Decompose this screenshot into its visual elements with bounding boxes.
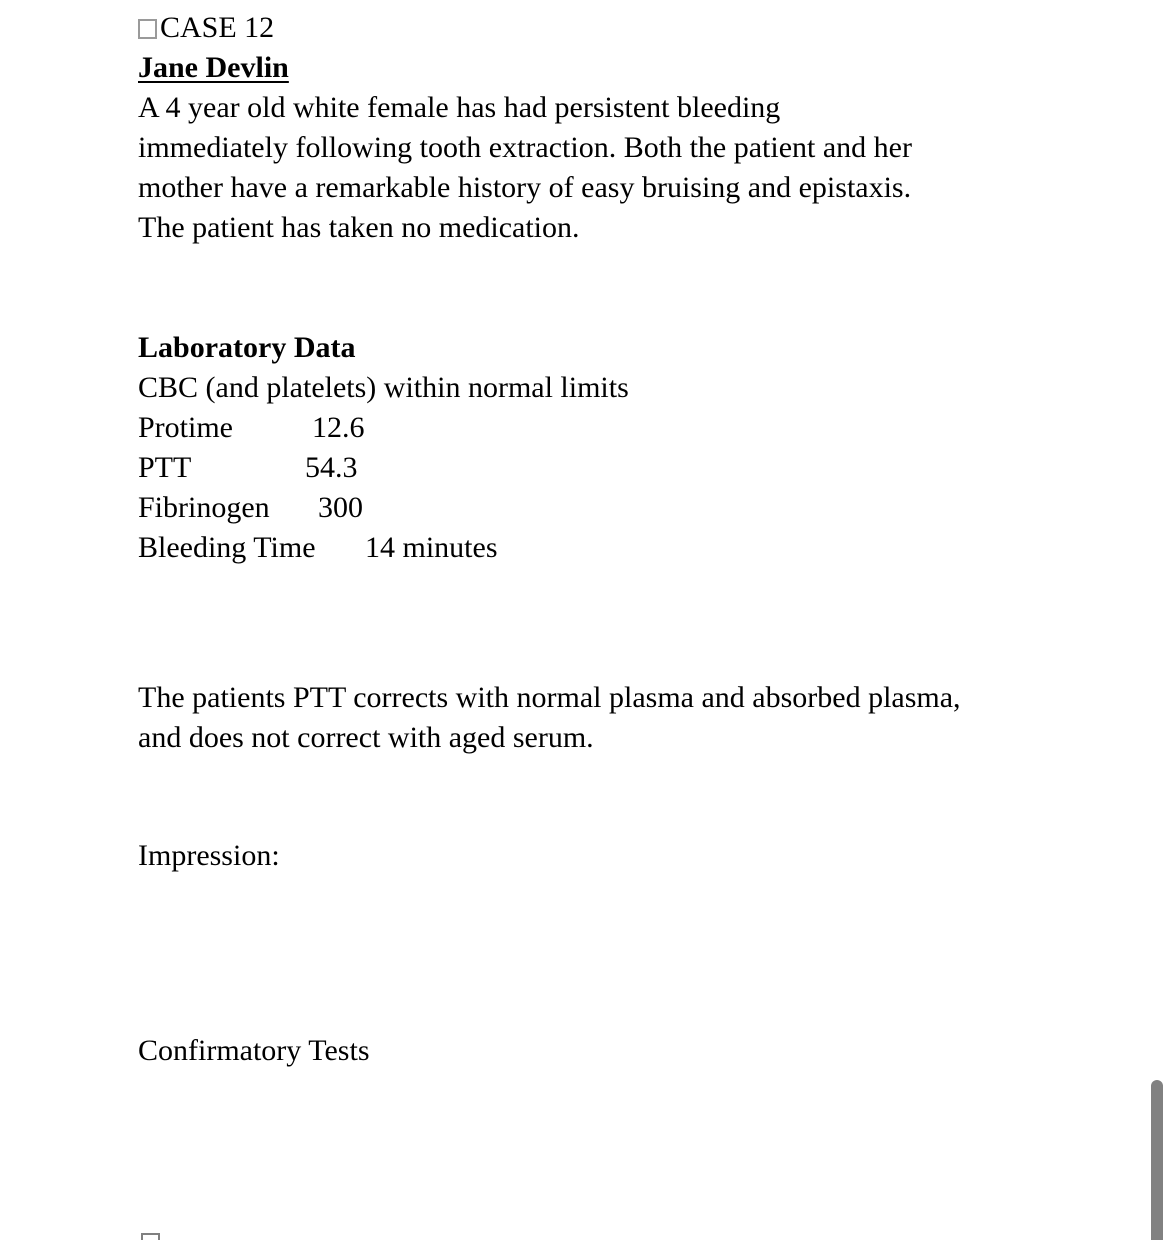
laboratory-data-section (138, 328, 629, 568)
lab-value: 14 minutes (365, 531, 498, 564)
lab-row-bleeding-time (138, 528, 629, 568)
lab-value: 54.3 (305, 451, 358, 484)
intro-line: immediately following tooth extraction. Both the patient and her (138, 131, 912, 164)
lab-row-ptt (138, 448, 629, 488)
impression-section (138, 836, 280, 876)
checkbox-outline-icon (138, 19, 157, 39)
next-section-checkbox-outline-icon (141, 1233, 160, 1240)
intro-line: A 4 year old white female has had persistent bleeding (138, 91, 781, 124)
mixing-study-section (138, 678, 961, 758)
intro-line: mother have a remarkable history of easy bruising and epistaxis. (138, 171, 912, 204)
lab-row-fibrinogen (138, 488, 629, 528)
lab-value: 12.6 (312, 411, 365, 444)
lab-label: Fibrinogen (138, 491, 270, 524)
lab-row-protime (138, 408, 629, 448)
lab-value: 300 (318, 491, 363, 524)
patient-name: Jane Devlin (138, 51, 289, 84)
confirmatory-tests-label: Confirmatory Tests (138, 1034, 370, 1067)
confirmatory-tests-section (138, 1031, 370, 1071)
case-intro-section (138, 8, 912, 248)
lab-label: PTT (138, 451, 192, 484)
intro-line: The patient has taken no medication. (138, 211, 580, 244)
lab-label: Bleeding Time (138, 531, 316, 564)
laboratory-data-heading: Laboratory Data (138, 331, 356, 364)
case-title-line (138, 8, 912, 48)
impression-label: Impression: (138, 839, 280, 872)
mixing-study-line: and does not correct with aged serum. (138, 721, 594, 754)
lab-label: Protime (138, 411, 233, 444)
case-title: CASE 12 (160, 11, 275, 44)
mixing-study-line: The patients PTT corrects with normal plasma and absorbed plasma, (138, 681, 961, 714)
vertical-scrollbar-thumb[interactable] (1151, 1080, 1163, 1240)
cbc-note: CBC (and platelets) within normal limits (138, 371, 629, 404)
